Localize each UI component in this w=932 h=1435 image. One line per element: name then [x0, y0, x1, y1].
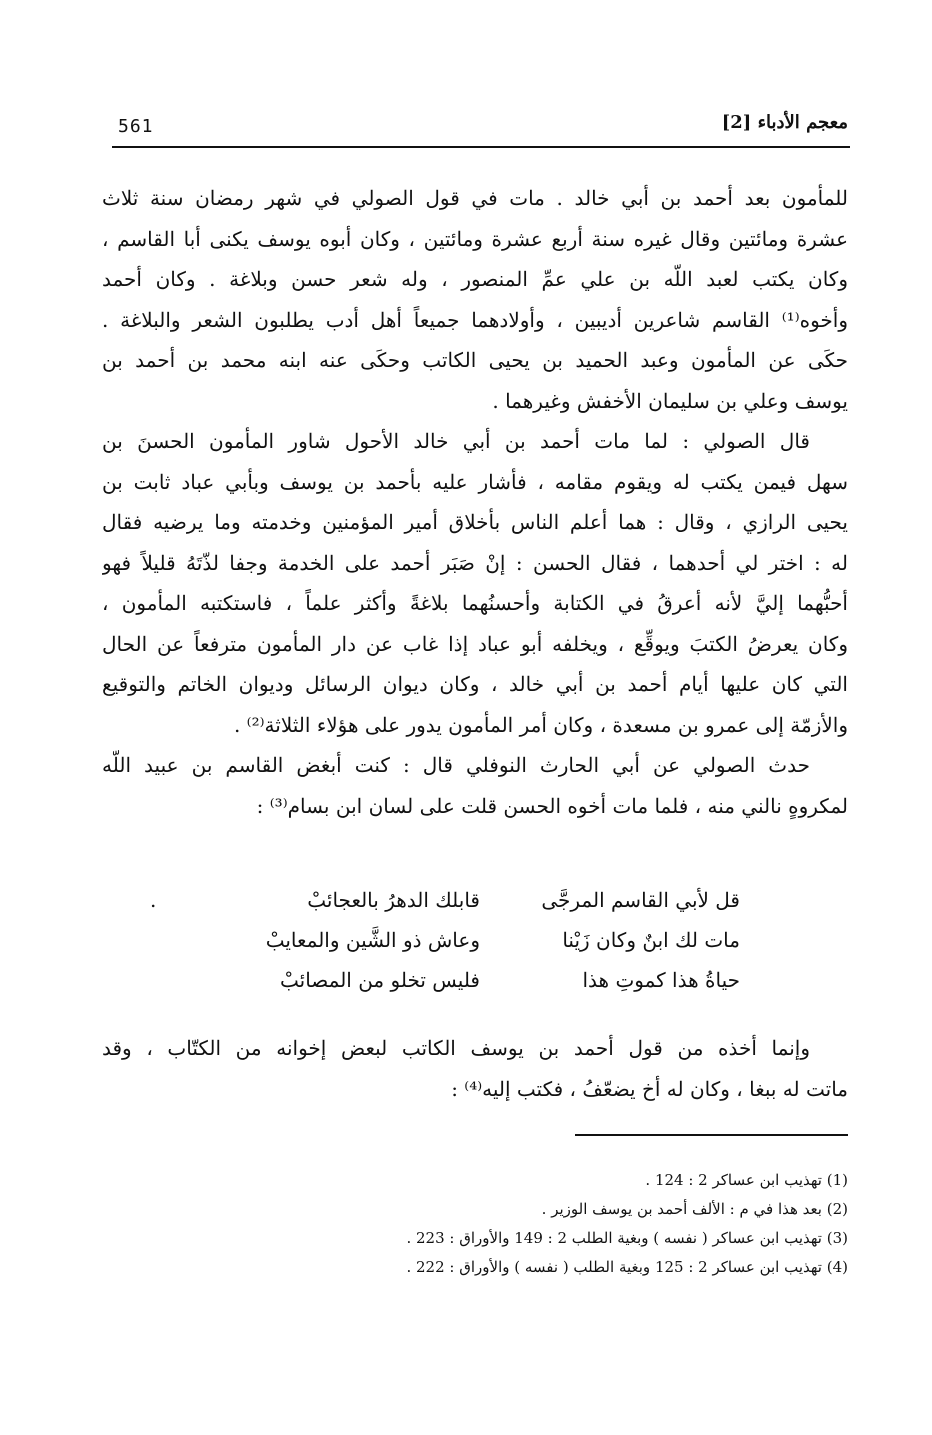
text-line: والأزمّة إلى عمرو بن مسعدة ، وكان أمر المأمون يدور على هؤلاء الثلاثة⁽²⁾ . [233, 712, 848, 737]
text-line: التي كان عليها أيام أحمد بن أبي خالد ، وكان ديوان الرسائل وديوان الخاتم والتوقيع [102, 672, 848, 696]
text-line: وكان يعرضُ الكتبَ ويوقِّع ، ويخلفه أبو عباد إذا غاب عن دار المأمون مترفعاً عن الحال [102, 631, 848, 656]
text-line: حدث الصولي عن أبي الحارث النوفلي قال : كنت أبغض القاسم بن عبيد اللّه [102, 753, 810, 777]
text-line: للمأمون بعد أحمد بن أبي خالد . مات في قول الصولي في شهر رمضان سنة ثلاث [102, 186, 848, 210]
footnote-rule [575, 1134, 848, 1136]
verse-second-hemistich: فليس تخلو من المصائبْ [279, 968, 480, 992]
verse-first-hemistich: حياةُ هذا كموتِ هذا [582, 968, 740, 992]
verse-second-hemistich: قابلك الدهرُ بالعجائبْ [307, 888, 480, 912]
text-line: أحبُّهما إليَّ لأنه أعرقُ في الكتابة وأحسنُهما بلاغةً وأكثر علماً ، فاستكتبه المأمون ، [102, 591, 848, 615]
text-line: وأخوه⁽¹⁾ القاسم شاعرين أديبين ، وأولادهما جميعاً أهل أدب يطلبون الشعر والبلاغة . [102, 307, 848, 332]
page-number: 561 [118, 116, 154, 137]
footnote: (3) تهذيب ابن عساكر ( نفسه ) وبغية الطلب 2 : 149 والأوراق : 223 . [406, 1229, 848, 1247]
verse-first-hemistich: مات لك ابنٌ وكان زَيْنا [562, 928, 740, 952]
verse-line [150, 968, 740, 1008]
text-line: يحيى الرازي ، وقال : هما أعلم الناس بأخلاق أمير المؤمنين وخدمته وما يرضيه فقال [102, 510, 848, 534]
running-title: معجم الأدباء [2] [721, 112, 848, 133]
verse-line [150, 928, 740, 968]
text-line: عشرة ومائتين وقال غيره سنة أربع عشرة ومائتين ، وكان أبوه يوسف يكنى أبا القاسم ، [102, 226, 848, 251]
text-line: وإنما أخذه من قول أحمد بن يوسف الكاتب لبعض إخوانه من الكتّاب ، وقد [102, 1036, 810, 1060]
poem [150, 888, 740, 1008]
text-line: حكَى عن المأمون وعبد الحميد بن يحيى الكاتب وحكَى عنه ابنه محمد بن أحمد بن [102, 348, 848, 372]
footnote: (1) تهذيب ابن عساكر 2 : 124 . [645, 1171, 848, 1189]
verse-first-hemistich: قل لأبي القاسم المرجَّى [541, 888, 740, 912]
verse-mark: . [150, 888, 157, 912]
footnotes [288, 1166, 848, 1282]
text-line: وكان يكتب لعبد اللّه بن علي عمِّ المنصور ، وله شعر حسن وبلاغة . وكان أحمد [102, 267, 848, 291]
text-line: قال الصولي : لما مات أحمد بن أبي خالد الأحول شاور المأمون الحسنَ بن [102, 429, 810, 453]
text-line: سهل فيمن يكتب له ويقوم مقامه ، فأشار عليه بأحمد بن يوسف وبأبي عباد ثابت بن [102, 469, 848, 494]
page-header [112, 112, 850, 144]
header-rule [112, 146, 850, 148]
text-line: ماتت له ببغا ، وكان له أخ يضعّفُ ، فكتب إليه⁽⁴⁾ : [451, 1076, 848, 1101]
verse-second-hemistich: وعاش ذو الشَّين والمعايبْ [265, 928, 480, 952]
main-text [102, 178, 848, 826]
text-line: له : اختر لي أحدهما ، فقال الحسن : إنْ صَبَر أحمد على الخدمة وجفا لذّتَهُ قليلاً فهو [102, 550, 848, 575]
footnote: (2) بعد هذا في م : الألف أحمد بن يوسف الوزير . [541, 1200, 848, 1218]
verse-line [150, 888, 740, 928]
closing-text [102, 1028, 848, 1109]
text-line: لمكروهٍ نالني منه ، فلما مات أخوه الحسن قلت على لسان ابن بسام⁽³⁾ : [256, 793, 848, 818]
text-line: يوسف وعلي بن سليمان الأخفش وغيرهما . [492, 388, 848, 413]
footnote: (4) تهذيب ابن عساكر 2 : 125 وبغية الطلب ( نفسه ) والأوراق : 222 . [406, 1258, 848, 1276]
